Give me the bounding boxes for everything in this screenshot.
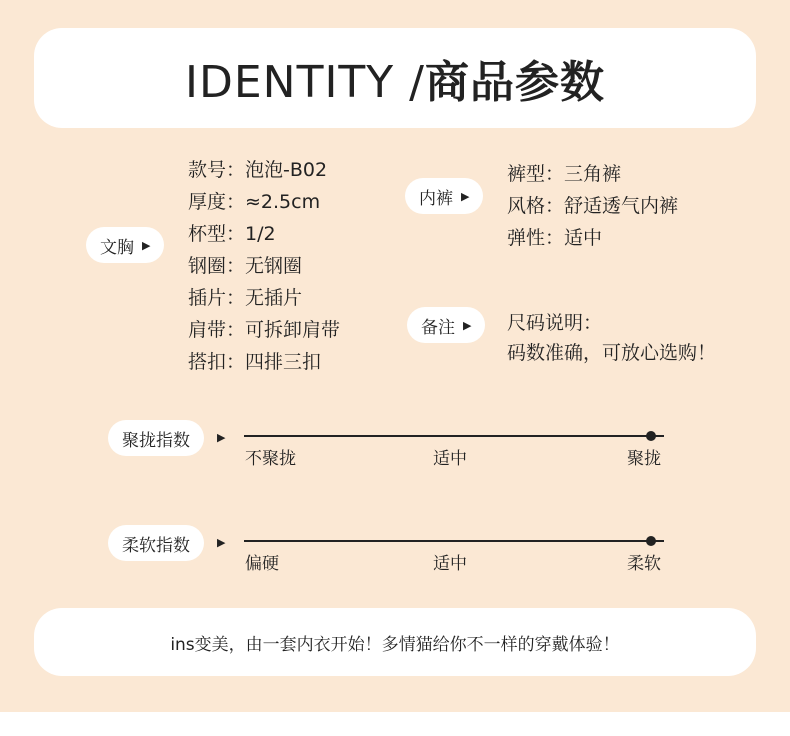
notes-tag (407, 307, 485, 343)
title-english: IDENTITY / (185, 57, 425, 108)
panties-spec-list (507, 158, 678, 254)
panties-spec-style: 风格：舒适透气内裤 (507, 195, 679, 217)
bra-spec-cup: 杯型：1/2 (188, 223, 276, 245)
softness-index-label: 柔软指数 (122, 535, 190, 556)
bra-spec-style-no: 款号：泡泡-B02 (188, 159, 328, 181)
footer-slogan: ins变美，由一套内衣开始！多情猫给你不一样的穿戴体验！ (170, 634, 620, 655)
triangle-right-icon: ▶ (463, 318, 472, 332)
title-chinese: 商品参数 (425, 57, 605, 108)
footer-card (34, 608, 756, 676)
softness-scale-mid: 适中 (433, 554, 467, 574)
bra-spec-strap: 肩带：可拆卸肩带 (188, 319, 341, 341)
notes-line-2: 码数准确，可放心选购！ (507, 342, 717, 364)
bra-spec-list (188, 154, 340, 378)
pushup-scale-low: 不聚拢 (245, 449, 296, 469)
panties-tag (405, 178, 483, 214)
notes-tag-label: 备注 (421, 317, 455, 338)
bra-spec-insert: 插片：无插片 (188, 287, 303, 309)
triangle-right-icon: ▶ (217, 536, 226, 549)
bra-tag-label: 文胸 (100, 237, 134, 258)
triangle-right-icon: ▶ (217, 431, 226, 444)
title-card (34, 28, 756, 128)
bra-spec-thickness: 厚度：≈2.5cm (188, 191, 321, 213)
bra-tag (86, 227, 164, 263)
pushup-index-label: 聚拢指数 (122, 430, 190, 451)
softness-scale-low: 偏硬 (245, 554, 279, 574)
panties-tag-label: 内裤 (419, 188, 453, 209)
pushup-index-tag (108, 420, 204, 456)
softness-index-tag (108, 525, 204, 561)
triangle-right-icon: ▶ (461, 189, 470, 203)
bra-spec-clasp: 搭扣：四排三扣 (188, 351, 322, 373)
notes-line-1: 尺码说明： (507, 312, 603, 334)
pushup-scale-line (244, 435, 664, 437)
pushup-scale-mid: 适中 (433, 449, 467, 469)
softness-scale-marker (646, 536, 656, 546)
notes-text (507, 308, 716, 368)
softness-scale-high: 柔软 (627, 554, 661, 574)
bra-spec-wire: 钢圈：无钢圈 (188, 255, 303, 277)
page-title (185, 46, 605, 110)
softness-scale-line (244, 540, 664, 542)
triangle-right-icon: ▶ (142, 238, 151, 252)
panties-spec-elasticity: 弹性：适中 (507, 227, 603, 249)
panties-spec-type: 裤型：三角裤 (507, 163, 622, 185)
pushup-scale-marker (646, 431, 656, 441)
pushup-scale-high: 聚拢 (627, 449, 661, 469)
